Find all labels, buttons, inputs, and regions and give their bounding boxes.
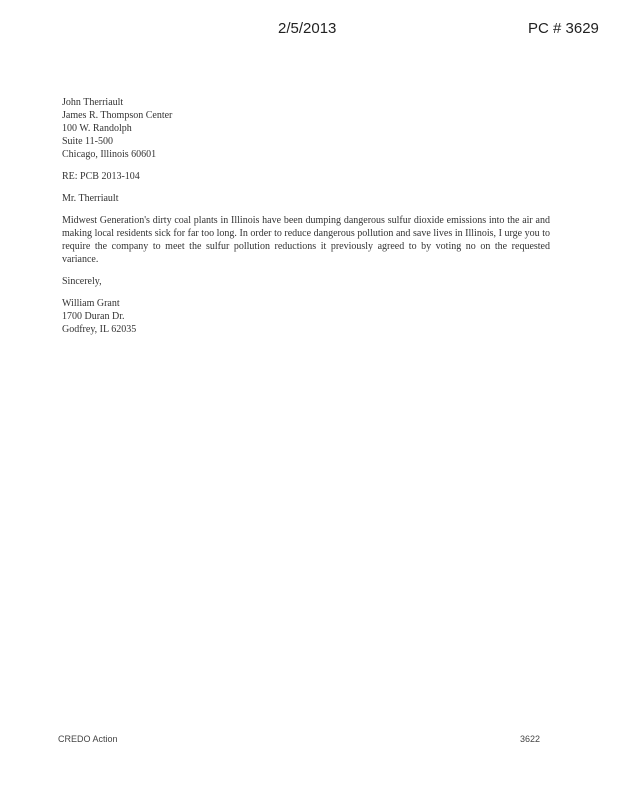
header-pc-number: PC # 3629 xyxy=(528,20,599,37)
recipient-name: John Therriault xyxy=(62,97,124,108)
recipient-city: Chicago, Illinois 60601 xyxy=(62,149,157,160)
recipient-street: 100 W. Randolph xyxy=(62,123,132,134)
footer-source: CREDO Action xyxy=(58,734,118,744)
sender-name: William Grant xyxy=(62,298,120,309)
sender-block xyxy=(62,297,550,336)
re-line: RE: PCB 2013-104 xyxy=(62,171,140,182)
closing: Sincerely, xyxy=(62,276,102,287)
sender-street: 1700 Duran Dr. xyxy=(62,311,125,322)
recipient-suite: Suite 11-500 xyxy=(62,136,114,147)
recipient-address xyxy=(62,96,550,161)
footer-page-number: 3622 xyxy=(520,734,541,744)
letter-body: Midwest Generation's dirty coal plants in Illinois have been dumping dangerous sulfur dioxide emissions into the air and making local residents sick for far too long. In order to reduce dangerous pollution and save lives in Illinois, I urge you to require the company to meet the sulfur pollution reductions it previously agreed to by voting no on the requested variance. xyxy=(62,215,550,265)
header-date: 2/5/2013 xyxy=(278,20,337,37)
recipient-org: James R. Thompson Center xyxy=(62,110,173,121)
sender-city: Godfrey, IL 62035 xyxy=(62,324,137,335)
salutation: Mr. Therriault xyxy=(62,193,119,204)
letter xyxy=(62,96,550,336)
